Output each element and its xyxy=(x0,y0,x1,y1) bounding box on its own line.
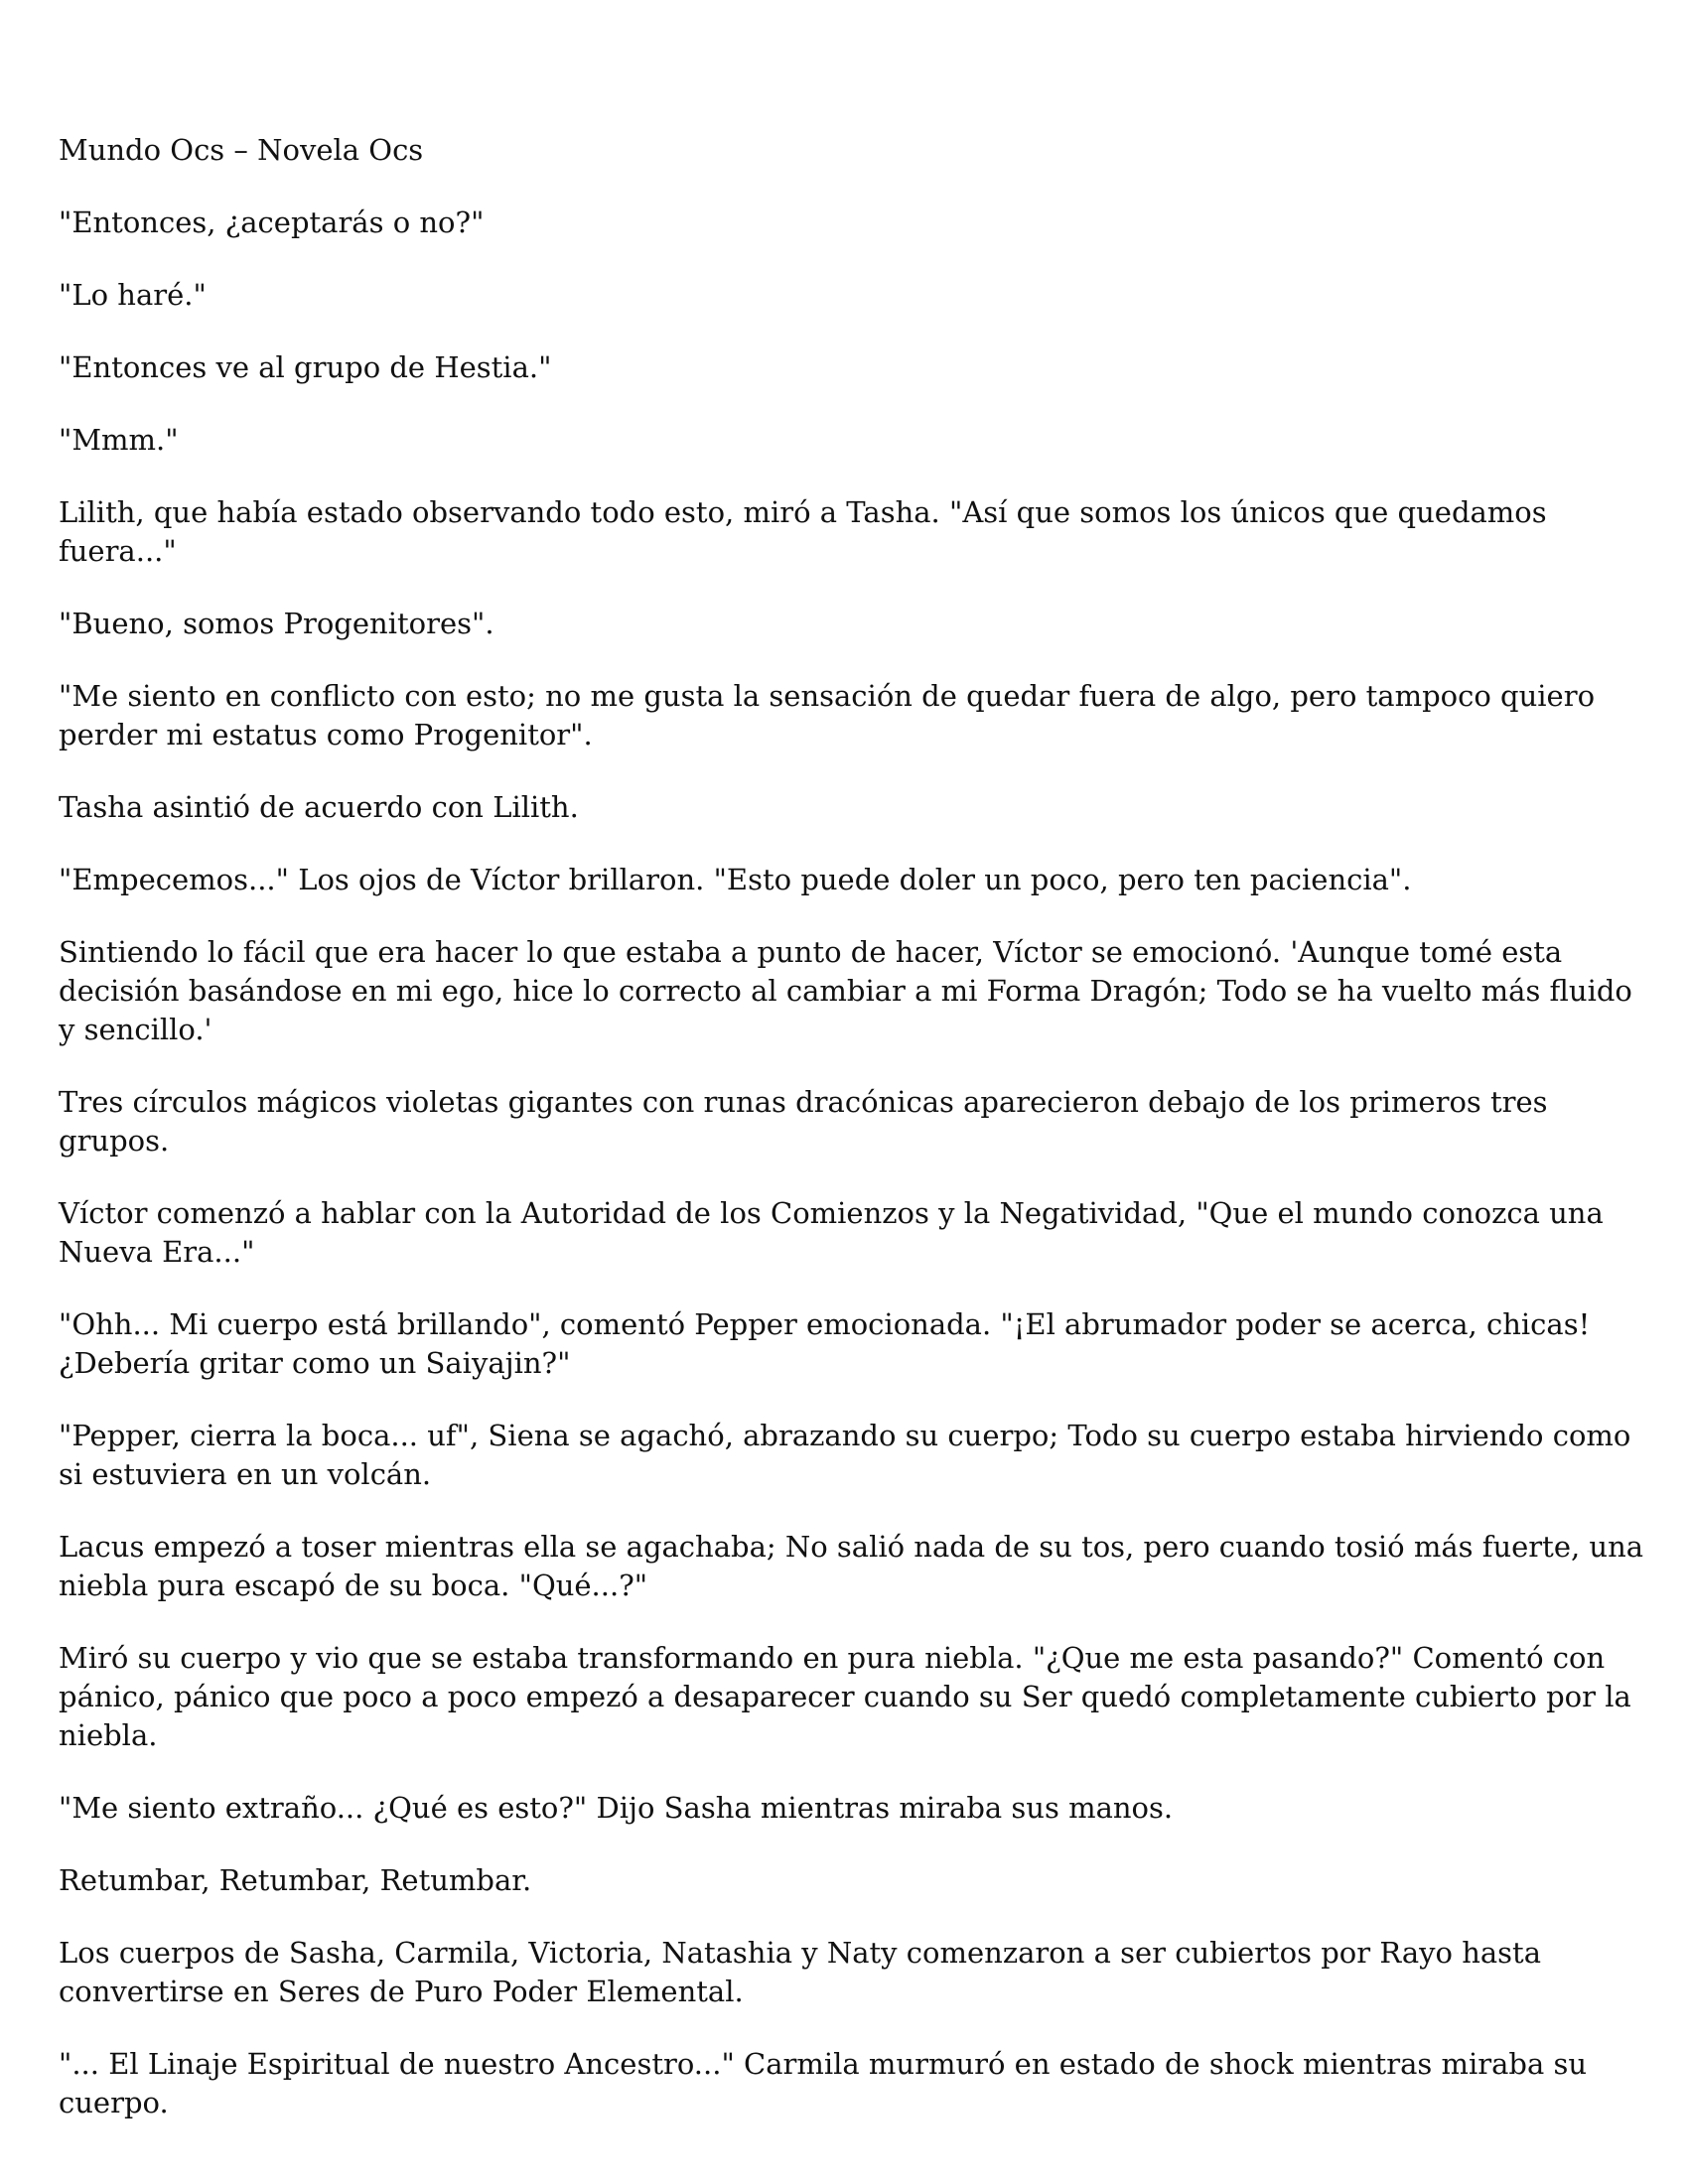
paragraph: "Empecemos..." Los ojos de Víctor brillaron. "Esto puede doler un poco, pero ten paciencia". xyxy=(59,863,1412,896)
paragraph: "... El Linaje Espiritual de nuestro Ancestro..." Carmila murmuró en estado de shock mientras miraba su cuerpo. xyxy=(59,2047,1588,2119)
document-header: Mundo Ocs – Novela Ocs xyxy=(59,133,424,167)
paragraph: Lacus empezó a toser mientras ella se agachaba; No salió nada de su tos, pero cuando tosió más fuerte, una niebla pura escapó de su boca. "Qué...?" xyxy=(59,1530,1644,1602)
document-body xyxy=(59,131,1647,2156)
paragraph: Tasha asintió de acuerdo con Lilith. xyxy=(59,790,579,824)
paragraph: "Ohh... Mi cuerpo está brillando", comentó Pepper emocionada. "¡El abrumador poder se acerca, chicas! ¿Debería gritar como un Saiyajin?" xyxy=(59,1307,1591,1380)
paragraph: "Entonces ve al grupo de Hestia." xyxy=(59,350,552,384)
paragraph: Víctor comenzó a hablar con la Autoridad de los Comienzos y la Negatividad, "Que el mundo conozca una Nueva Era..." xyxy=(59,1196,1604,1269)
paragraph: Retumbar, Retumbar, Retumbar. xyxy=(59,1863,532,1897)
paragraph: "Entonces, ¿aceptarás o no?" xyxy=(59,205,485,239)
paragraph: "Mmm." xyxy=(59,423,179,457)
paragraph: "Pepper, cierra la boca... uf", Siena se agachó, abrazando su cuerpo; Todo su cuerpo estaba hirviendo como si estuviera en un volcán. xyxy=(59,1419,1631,1491)
paragraph: Sintiendo lo fácil que era hacer lo que estaba a punto de hacer, Víctor se emocionó. 'Aunque tomé esta decisión basándose en mi ego, hice lo correcto al cambiar a mi Forma Dragón; Todo se ha vuelto más fluido y sencillo.' xyxy=(59,935,1632,1046)
paragraph: "Me siento en conflicto con esto; no me gusta la sensación de quedar fuera de algo, pero tampoco quiero perder mi estatus como Progenitor". xyxy=(59,679,1596,751)
paragraph: "Lo haré." xyxy=(59,278,207,312)
paragraph: "Bueno, somos Progenitores". xyxy=(59,607,494,640)
paragraph: Los cuerpos de Sasha, Carmila, Victoria, Natashia y Naty comenzaron a ser cubiertos por Rayo hasta convertirse en Seres de Puro Poder Elemental. xyxy=(59,1936,1541,2008)
paragraph: "Me siento extraño... ¿Qué es esto?" Dijo Sasha mientras miraba sus manos. xyxy=(59,1791,1174,1825)
paragraph: Tres círculos mágicos violetas gigantes con runas dracónicas aparecieron debajo de los primeros tres grupos. xyxy=(59,1085,1548,1158)
paragraph: Miró su cuerpo y vio que se estaba transformando en pura niebla. "¿Que me esta pasando?" Comentó con pánico, pánico que poco a poco empezó a desaparecer cuando su Ser quedó completamente cubierto por la niebla. xyxy=(59,1641,1631,1752)
paragraph: Lilith, que había estado observando todo esto, miró a Tasha. "Así que somos los únicos que quedamos fuera..." xyxy=(59,495,1547,568)
